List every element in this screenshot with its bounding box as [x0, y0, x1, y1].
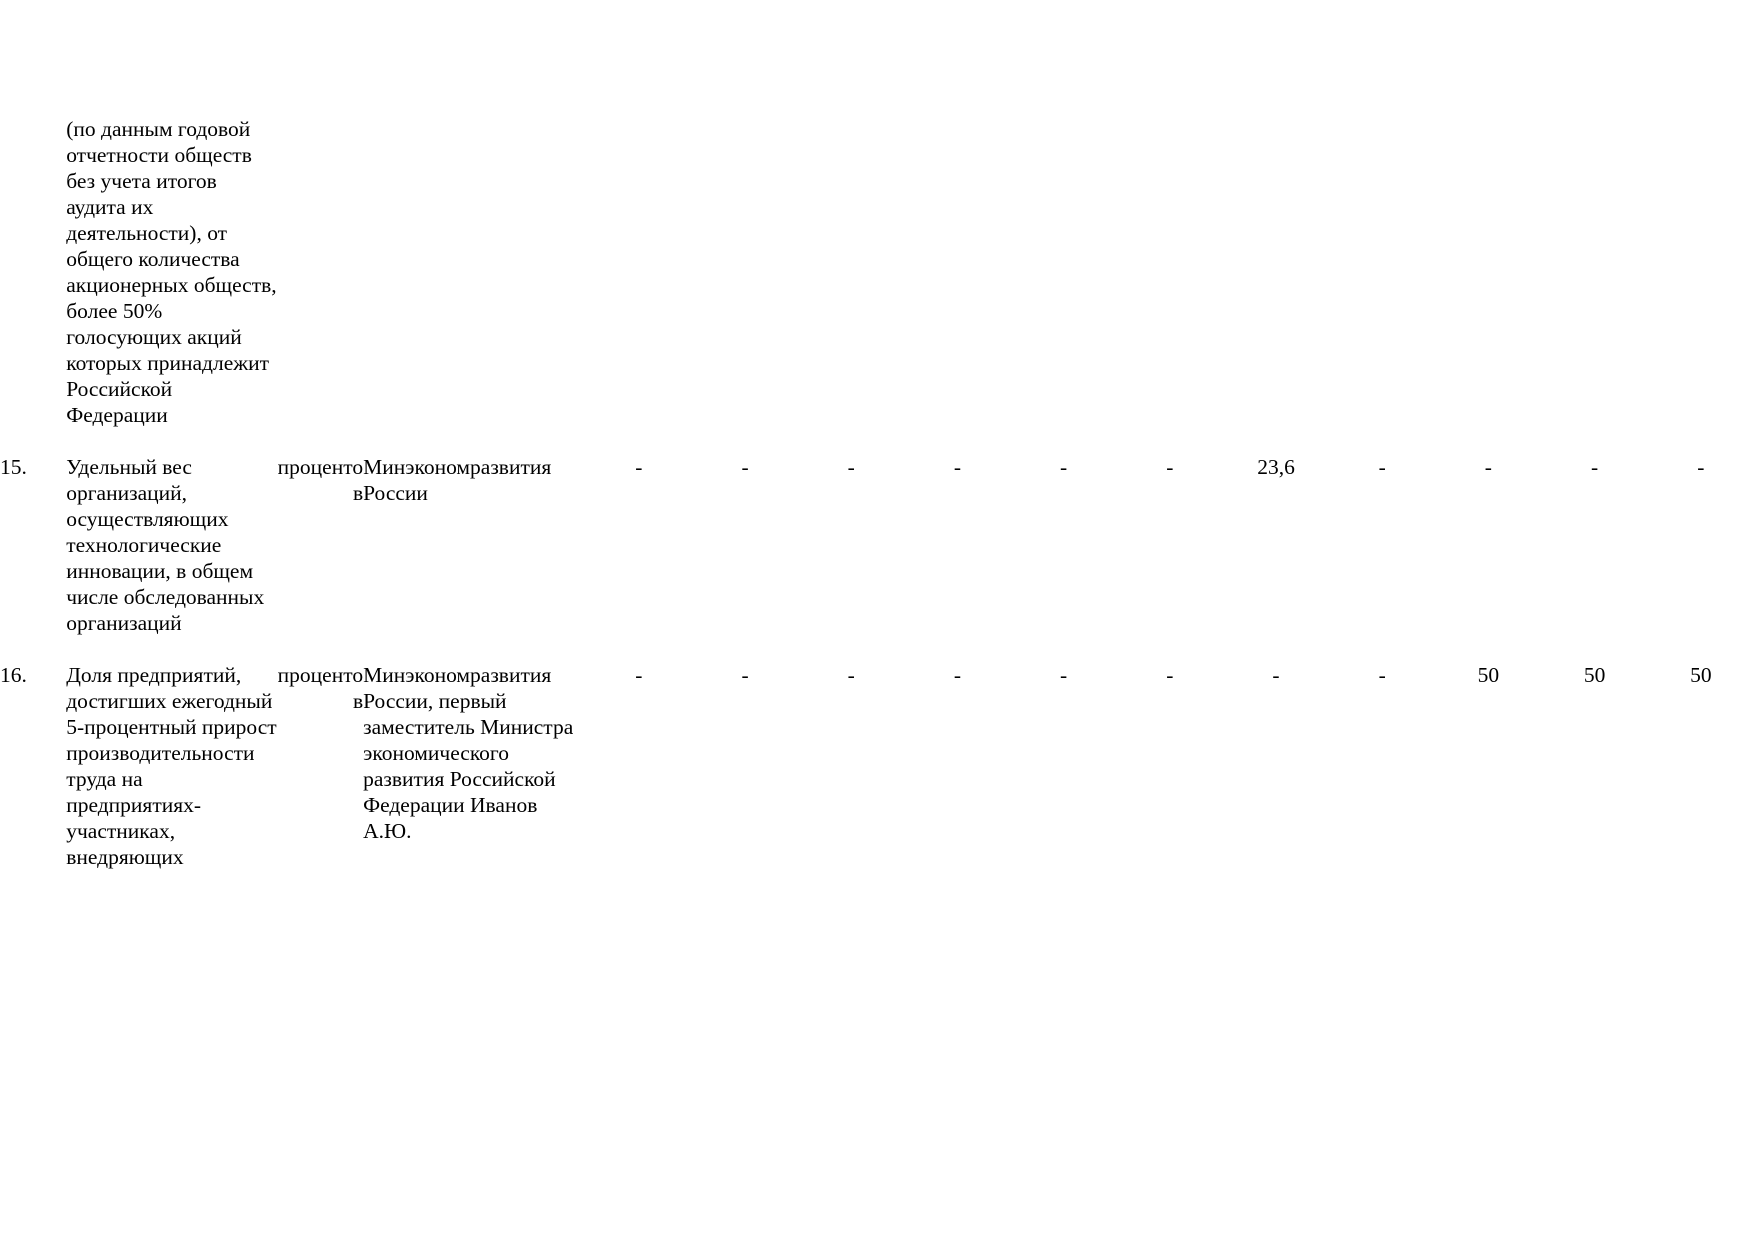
- table-row: [0, 454, 1754, 636]
- row-value: -: [1697, 455, 1705, 479]
- row-indicator: Удельный вес организаций, осуществляющих технологические инновации, в общем числе обследованных организаций: [66, 455, 265, 635]
- row-unit: [277, 116, 363, 428]
- row-value: 50: [1690, 663, 1712, 687]
- row-value: [1117, 116, 1223, 428]
- row-value: [904, 116, 1010, 428]
- row-value: 23,6: [1257, 455, 1295, 479]
- table-row: [0, 662, 1754, 870]
- row-number: 16.: [0, 663, 27, 687]
- row-value: -: [635, 455, 643, 479]
- row-number: [0, 116, 66, 428]
- row-value: [1223, 116, 1329, 428]
- row-value: [586, 116, 692, 428]
- row-gap: [0, 428, 1754, 454]
- row-number: 15.: [0, 455, 27, 479]
- row-value: 50: [1583, 663, 1606, 687]
- row-value: [798, 116, 904, 428]
- row-value: [1648, 116, 1754, 428]
- row-value: [692, 116, 798, 428]
- row-indicator: Доля предприятий, достигших ежегодный 5-процентный прирост производительности труда на предприятиях-участниках, внедряющих: [66, 663, 277, 869]
- row-value: -: [1590, 455, 1599, 479]
- row-value: -: [847, 663, 855, 687]
- row-value: -: [635, 663, 643, 687]
- row-unit: процентов: [277, 455, 364, 505]
- row-value: [1329, 116, 1435, 428]
- row-value: -: [1166, 455, 1174, 479]
- row-responsible: Минэкономразвития России: [363, 455, 552, 505]
- row-value: -: [847, 455, 855, 479]
- row-value: -: [741, 455, 749, 479]
- row-unit: процентов: [277, 663, 364, 713]
- row-value: -: [1272, 663, 1280, 687]
- row-value: -: [1060, 455, 1068, 479]
- row-value: -: [953, 663, 962, 687]
- row-value: [1541, 116, 1647, 428]
- row-gap: [0, 636, 1754, 662]
- row-value: 50: [1477, 663, 1500, 687]
- table-row: [0, 116, 1754, 428]
- row-value: -: [1378, 663, 1386, 687]
- row-value: -: [1378, 455, 1386, 479]
- row-value: -: [741, 663, 749, 687]
- row-value: [1011, 116, 1117, 428]
- row-value: [1435, 116, 1541, 428]
- row-value: -: [1484, 455, 1492, 479]
- row-indicator: (по данным годовой отчетности обществ без учета итогов аудита их деятельности), от общего количества акционерных обществ, более 50% голосующих акций которых принадлежит Российской Федерации: [66, 117, 277, 427]
- top-margin-spacer: [0, 0, 1754, 116]
- row-value: -: [1166, 663, 1174, 687]
- row-responsible: [363, 116, 586, 428]
- row-value: -: [1060, 663, 1068, 687]
- row-responsible: Минэкономразвития России, первый заместитель Министра экономического развития Российской Федерации Иванов А.Ю.: [363, 663, 574, 843]
- row-value: -: [953, 455, 962, 479]
